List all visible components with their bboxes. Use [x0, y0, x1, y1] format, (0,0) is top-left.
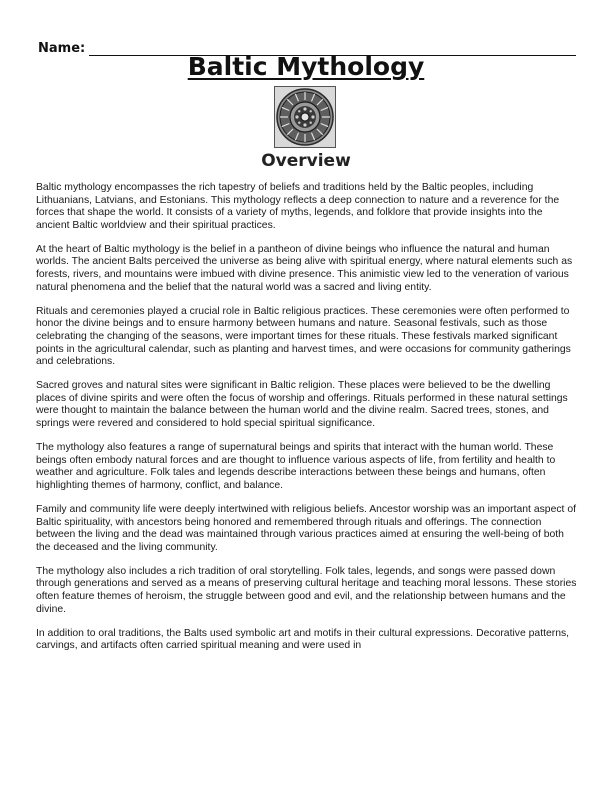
paragraph: Rituals and ceremonies played a crucial role in Baltic religious practices. These ceremonies were often performed to honor the divine beings and to ensure harmony between humans and nature. Seasonal festivals, such as those celebrating the changing of the seasons, were important times for these rituals. These festivals marked significant points in the agricultural calendar, such as planting and harvest times, and were occasions for community gatherings and celebrations.	[36, 305, 571, 368]
paragraph: The mythology also includes a rich tradition of oral storytelling. Folk tales, legends, and songs were passed down through generations and served as a means of preserving cultural heritage and teaching moral lessons. These stories often feature themes of heroism, the struggle between good and evil, and the relationship between humans and the divine.	[36, 565, 577, 615]
paragraph: Sacred groves and natural sites were significant in Baltic religion. These places were believed to be the dwelling places of divine spirits and were often the focus of worship and offerings. Rituals performed in these natural settings were thought to maintain the balance between the human world and the divine realm. Sacred trees, stones, and springs were revered and considered to hold special spiritual significance.	[36, 380, 568, 429]
section-heading-overview: Overview	[261, 151, 351, 171]
page-title-text: Baltic Mythology	[187, 52, 425, 81]
paragraph: In addition to oral traditions, the Balts used symbolic art and motifs in their cultural expressions. Decorative patterns, carvings, and artifacts often carried spiritual meaning and were used in	[36, 627, 570, 652]
paragraph: At the heart of Baltic mythology is the belief in a pantheon of divine beings who influence the natural and human worlds. The ancient Balts perceived the universe as being alive with spiritual energy, where natural elements such as forests, rivers, and mountains were imbued with divine presence. This animistic view led to the veneration of various natural phenomena and the belief that the natural world was a sacred and living entity.	[36, 243, 573, 293]
page-title	[0, 52, 612, 82]
article-body	[36, 182, 577, 664]
paragraph: Baltic mythology encompasses the rich tapestry of beliefs and traditions held by the Baltic peoples, including Lithuanians, Latvians, and Estonians. This mythology reflects a deep connection to nature and a reverence for the forces that shape the world. It consists of a variety of myths, legends, and folklore that provide insights into the ancient Baltic worldview and their spiritual practices.	[36, 182, 560, 231]
paragraph: Family and community life were deeply intertwined with religious beliefs. Ancestor worship was an important aspect of Baltic spirituality, with ancestors being honored and remembered through rituals and offerings. The connection between the living and the dead was maintained through various practices aimed at ensuring the well-being of both the deceased and the living community.	[36, 503, 576, 553]
paragraph: The mythology also features a range of supernatural beings and spirits that interact with the human world. These beings often embody natural forces and are thought to influence various aspects of life, from fertility and health to weather and agriculture. Folk tales and legends describe interactions between these beings and humans, often highlighting themes of harmony, conflict, and balance.	[36, 442, 556, 491]
name-label: Name:	[38, 41, 86, 56]
sun-emblem-icon	[274, 86, 336, 148]
